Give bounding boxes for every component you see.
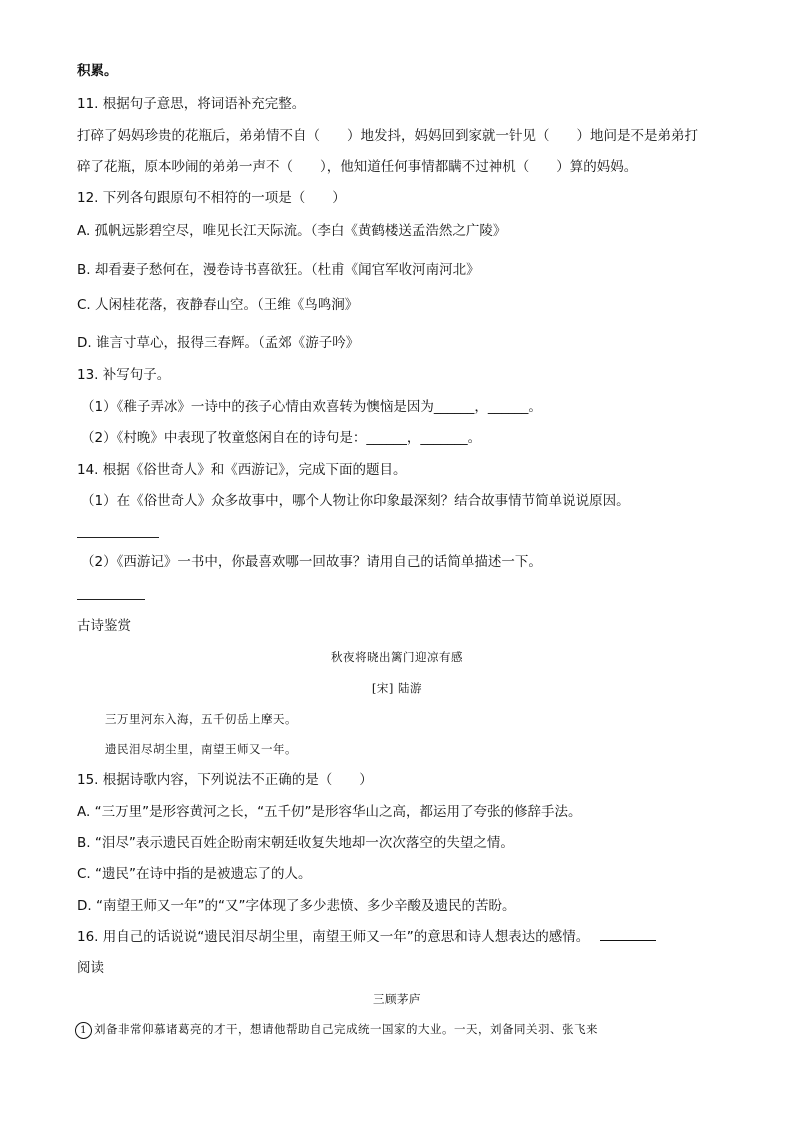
question-14-item-1: （1）在《俗世奇人》众多故事中，哪个人物让你印象最深刻？结合故事情节简单说说原因。	[81, 493, 630, 509]
question-12-option-d: D. 谁言寸草心，报得三春辉。（孟郊《游子吟》	[77, 335, 360, 351]
question-14-item-2: （2）《西游记》一书中，你最喜欢哪一回故事？请用自己的话简单描述一下。	[81, 554, 542, 570]
question-13-item-2: （2）《村晚》中表现了牧童悠闲自在的诗句是：______，_______。	[81, 430, 482, 446]
answer-blank-16[interactable]	[600, 928, 656, 941]
poem-author: [宋] 陆游	[371, 681, 423, 695]
question-11-line-1: 打碎了妈妈珍贵的花瓶后，弟弟情不自（ ）地发抖，妈妈回到家就一针见（ ）地问是不是弟弟打	[77, 128, 698, 144]
poem-title: 秋夜将晓出篱门迎凉有感	[331, 650, 463, 664]
question-12-option-c: C. 人闲桂花落，夜静春山空。（王维《鸟鸣涧》	[77, 297, 359, 313]
answer-line-14-2[interactable]	[77, 599, 145, 600]
reading-paragraph-1-text: 刘备非常仰慕诸葛亮的才干，想请他帮助自己完成统一国家的大业。一天，刘备同关羽、张飞来	[94, 1022, 598, 1036]
question-16-prompt	[77, 928, 656, 946]
question-15-option-c: C. “遗民”在诗中指的是被遗忘了的人。	[77, 866, 312, 882]
question-15-prompt: 15. 根据诗歌内容，下列说法不正确的是（ ）	[77, 772, 373, 788]
question-13-prompt: 13. 补写句子。	[77, 367, 171, 383]
question-11-line-2: 碎了花瓶，原本吵闹的弟弟一声不（ ），他知道任何事情都瞒不过神机（ ）算的妈妈。	[77, 159, 638, 175]
question-15-option-b: B. “泪尽”表示遗民百姓企盼南宋朝廷收复失地却一次次落空的失望之情。	[77, 835, 514, 851]
reading-heading: 阅读	[77, 960, 104, 976]
question-15-option-a: A. “三万里”是形容黄河之长，“五千仞”是形容华山之高，都运用了夸张的修辞手法。	[77, 804, 582, 820]
question-12-option-b: B. 却看妻子愁何在，漫卷诗书喜欲狂。（杜甫《闻官军收河南河北》	[77, 262, 480, 278]
question-12-option-a: A. 孤帆远影碧空尽，唯见长江天际流。（李白《黄鹤楼送孟浩然之广陵》	[77, 223, 507, 239]
answer-line-14-1[interactable]	[77, 537, 159, 538]
poem-line-2: 遗民泪尽胡尘里，南望王师又一年。	[105, 742, 297, 756]
paragraph-number: 1	[75, 1022, 92, 1039]
question-16-text: 16. 用自己的话说说“遗民泪尽胡尘里，南望王师又一年”的意思和诗人想表达的感情。	[77, 929, 590, 945]
poem-line-1: 三万里河东入海，五千仞岳上摩天。	[105, 712, 297, 726]
question-13-item-1: （1）《稚子弄冰》一诗中的孩子心情由欢喜转为懊恼是因为______，______。	[81, 399, 542, 415]
question-12-prompt: 12. 下列各句跟原句不相符的一项是（ ）	[77, 190, 346, 206]
question-14-prompt: 14. 根据《俗世奇人》和《西游记》，完成下面的题目。	[77, 462, 407, 478]
poem-section-heading: 古诗鉴赏	[77, 618, 131, 634]
question-15-option-d: D. “南望王师又一年”的“又”字体现了多少悲愤、多少辛酸及遗民的苦盼。	[77, 898, 516, 914]
section-title: 积累。	[77, 63, 118, 79]
question-11-prompt: 11. 根据句子意思，将词语补充完整。	[77, 96, 306, 112]
reading-title: 三顾茅庐	[373, 992, 421, 1006]
reading-paragraph-1	[75, 1020, 598, 1039]
